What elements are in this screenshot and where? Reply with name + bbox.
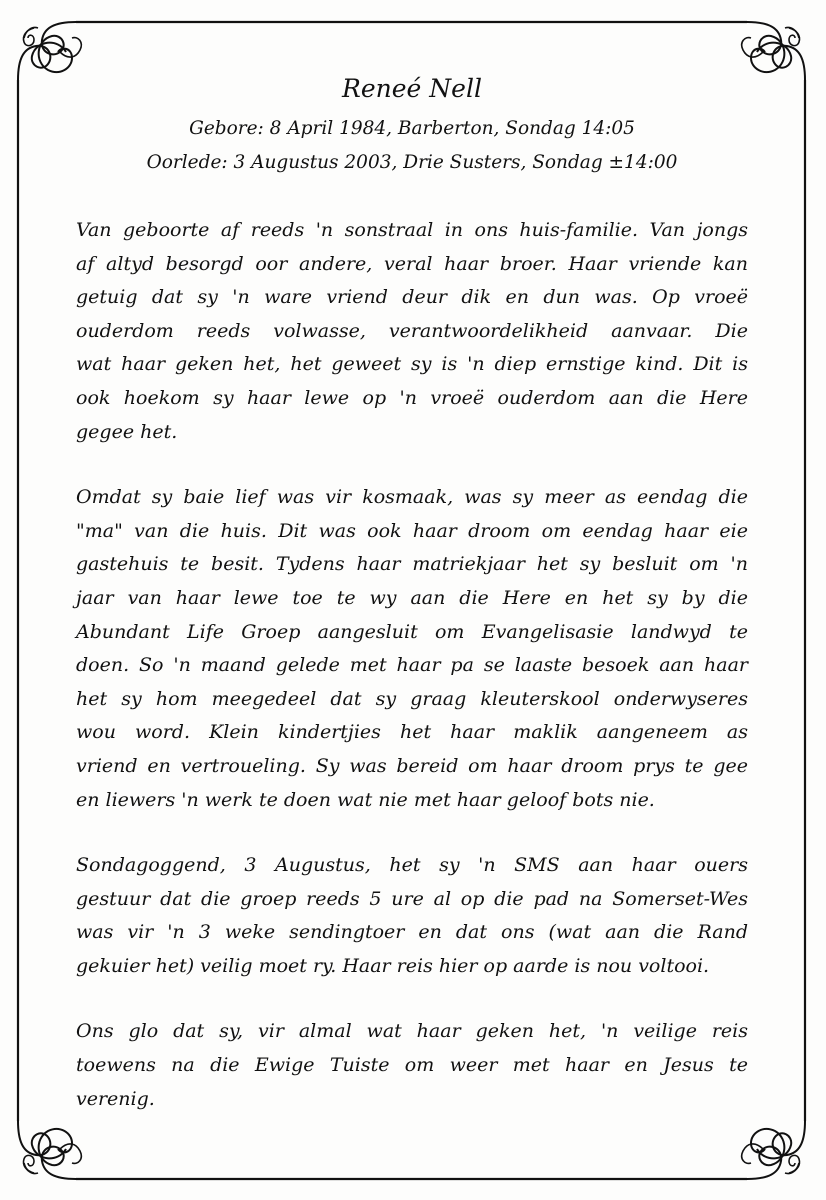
text-line: wou word. Klein kindertjies het haar maklik aangeneem as [76, 721, 748, 744]
text-line: getuig dat sy 'n ware vriend deur dik en dun was. Op vroeë [76, 286, 748, 309]
text-line: ouderdom reeds volwasse, verantwoordelikheid aanvaar. Die [76, 319, 748, 342]
birth-line: Gebore: 8 April 1984, Barberton, Sondag 14:05 [189, 118, 635, 139]
text-line: wat haar geken het, het geweet sy is 'n diep ernstige kind. Dit is [76, 353, 748, 376]
text-line: jaar van haar lewe toe te wy aan die Here en het sy by die [76, 586, 748, 609]
text-line: gestuur dat die groep reeds 5 ure al op die pad na Somerset-Wes [76, 887, 748, 910]
text-line: Van geboorte af reeds 'n sonstraal in ons huis-familie. Van jongs [76, 219, 748, 241]
deceased-name: Reneé Nell [342, 74, 482, 103]
text-line: Omdat sy baie lief was vir kosmaak, was sy meer as eendag die [76, 486, 748, 509]
text-line: Ons glo dat sy, vir almal wat haar geken het, 'n veilige reis [76, 1020, 748, 1043]
text-line: "ma" van die huis. Dit was ook haar droom om eendag haar eie [76, 519, 748, 542]
text-line: ook hoekom sy haar lewe op 'n vroeë ouderdom aan die Here [76, 386, 748, 409]
corner-flourish-icon [742, 22, 805, 80]
text-line: het sy hom meegedeel dat sy graag kleuterskool onderwyseres [76, 687, 748, 710]
paragraph [76, 849, 748, 983]
text-line: gekuier het) veilig moet ry. Haar reis hier op aarde is nou voltooi. [76, 954, 710, 977]
text-line: verenig. [76, 1087, 155, 1110]
paragraph [76, 1015, 748, 1116]
header [76, 70, 748, 180]
text-line: doen. So 'n maand gelede met haar pa se laaste besoek aan haar [76, 654, 748, 677]
paragraph [76, 214, 748, 449]
text-line: vriend en vertroueling. Sy was bereid om haar droom prys te gee [76, 754, 748, 777]
tribute-body [76, 214, 748, 1116]
text-line: was vir 'n 3 weke sendingtoer en dat ons (wat aan die Rand [76, 921, 748, 944]
corner-flourish-icon [742, 1121, 805, 1179]
memorial-text [76, 70, 748, 1148]
text-line: toewens na die Ewige Tuiste om weer met haar en Jesus te [76, 1054, 748, 1077]
paragraph [76, 481, 748, 817]
text-line: en liewers 'n werk te doen wat nie met haar geloof bots nie. [76, 788, 655, 811]
corner-flourish-icon [18, 22, 81, 80]
corner-flourish-icon [18, 1121, 81, 1179]
text-line: Sondagoggend, 3 Augustus, het sy 'n SMS aan haar ouers [76, 854, 748, 877]
text-line: af altyd besorgd oor andere, veral haar broer. Haar vriende kan [76, 252, 748, 275]
text-line: gastehuis te besit. Tydens haar matriekjaar het sy besluit om 'n [76, 553, 748, 576]
death-line: Oorlede: 3 Augustus 2003, Drie Susters, Sondag ±14:00 [146, 152, 678, 173]
text-line: Abundant Life Groep aangesluit om Evangelisasie landwyd te [76, 620, 748, 643]
text-line: gegee het. [76, 420, 178, 443]
